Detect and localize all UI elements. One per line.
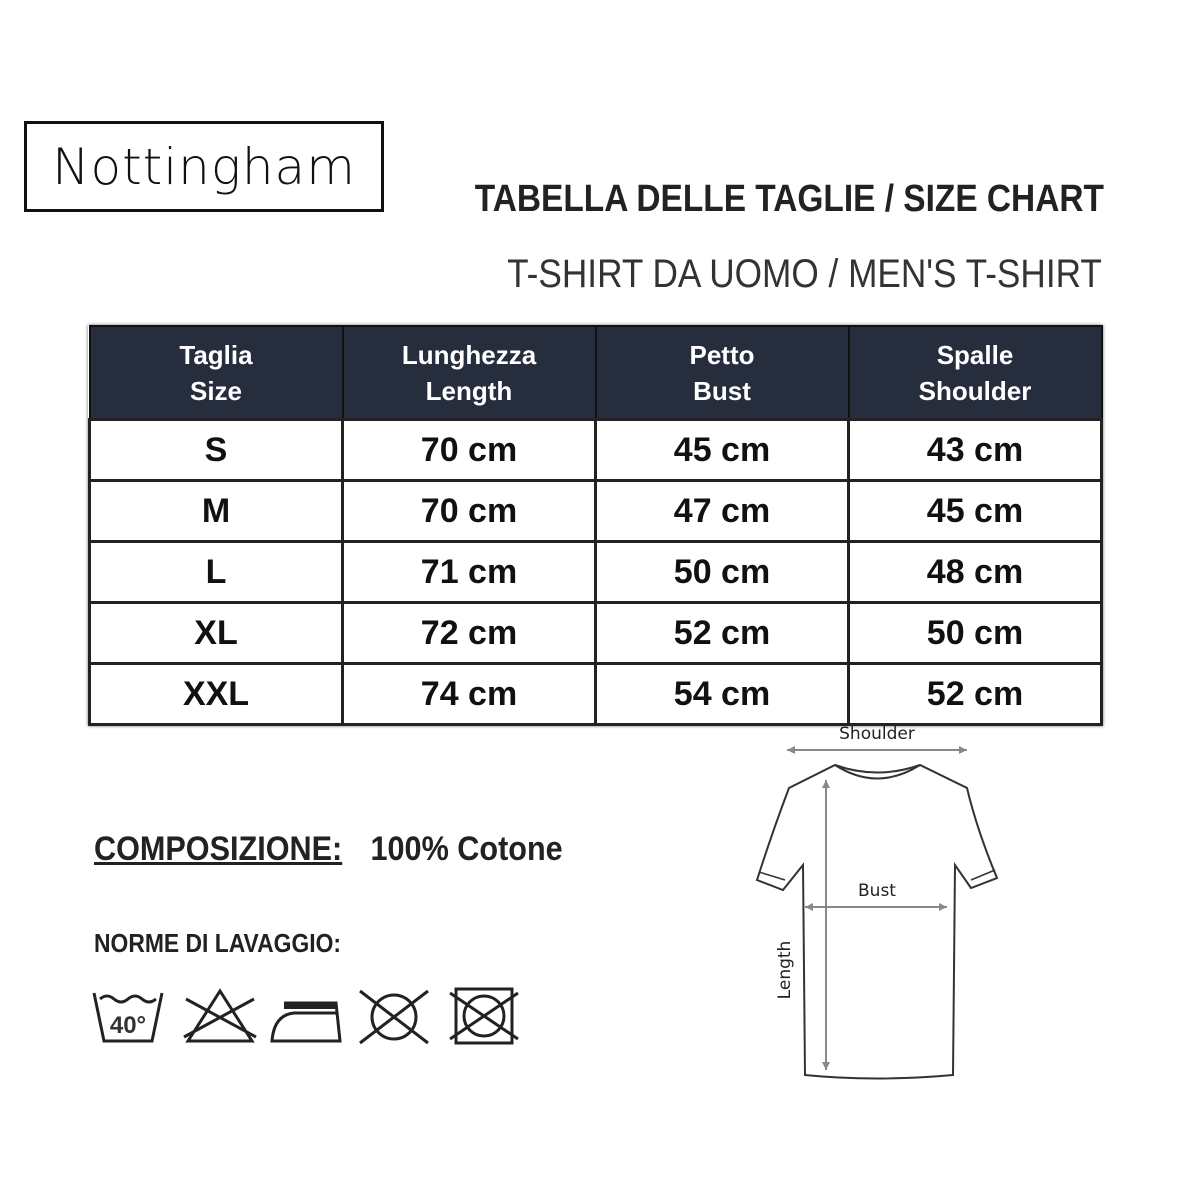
table-cell: 71 cm: [343, 542, 596, 603]
no-bleach-icon: [182, 985, 258, 1045]
table-row: [90, 542, 1102, 603]
header-line: Spalle: [936, 339, 1014, 370]
table-cell: 52 cm: [596, 603, 849, 664]
header-line: Shoulder: [918, 375, 1032, 406]
table-cell: 45 cm: [849, 481, 1102, 542]
table-row: [90, 481, 1102, 542]
page-subtitle: T-SHIRT DA UOMO / MEN'S T-SHIRT: [507, 252, 1102, 296]
no-dry-clean-icon: [356, 985, 432, 1045]
table-cell: 47 cm: [596, 481, 849, 542]
column-header: [343, 326, 596, 420]
table-cell: 52 cm: [849, 664, 1102, 725]
page-title: TABELLA DELLE TAGLIE / SIZE CHART: [474, 178, 1104, 220]
table-cell: XXL: [90, 664, 343, 725]
table-cell: 43 cm: [849, 420, 1102, 481]
table-cell: 70 cm: [343, 420, 596, 481]
header-line: Bust: [693, 375, 751, 406]
table-cell: 54 cm: [596, 664, 849, 725]
bust-label: Bust: [858, 881, 896, 901]
brand-logo: Nottingham: [24, 121, 384, 212]
tshirt-diagram: [745, 720, 1015, 1090]
composition-value: 100% Cotone: [370, 830, 563, 868]
composition: [94, 830, 563, 869]
header-line: Size: [189, 375, 243, 406]
header-line: Petto: [689, 339, 755, 370]
shoulder-label: Shoulder: [839, 724, 915, 744]
header-line: Taglia: [179, 339, 253, 370]
wash-temp: 40°: [109, 1012, 147, 1039]
table-cell: 45 cm: [596, 420, 849, 481]
table-cell: L: [90, 542, 343, 603]
table-row: [90, 664, 1102, 725]
table-cell: 74 cm: [343, 664, 596, 725]
table-cell: 48 cm: [849, 542, 1102, 603]
table-cell: M: [90, 481, 343, 542]
table-cell: 50 cm: [596, 542, 849, 603]
header-line: Length: [425, 375, 513, 406]
header-line: Lunghezza: [401, 339, 537, 370]
no-tumble-dry-icon: [446, 985, 522, 1045]
table-cell: 50 cm: [849, 603, 1102, 664]
length-label: Length: [775, 940, 795, 1000]
wash-40-icon: [90, 985, 166, 1045]
table-cell: S: [90, 420, 343, 481]
table-row: [90, 420, 1102, 481]
column-header: [90, 326, 343, 420]
column-header: [849, 326, 1102, 420]
table-cell: 70 cm: [343, 481, 596, 542]
table-cell: 72 cm: [343, 603, 596, 664]
table-cell: XL: [90, 603, 343, 664]
iron-icon: [270, 985, 346, 1045]
washing-label: NORME DI LAVAGGIO:: [94, 928, 342, 958]
size-table: [88, 325, 1103, 726]
column-header: [596, 326, 849, 420]
table-row: [90, 603, 1102, 664]
composition-label: COMPOSIZIONE:: [94, 830, 343, 868]
